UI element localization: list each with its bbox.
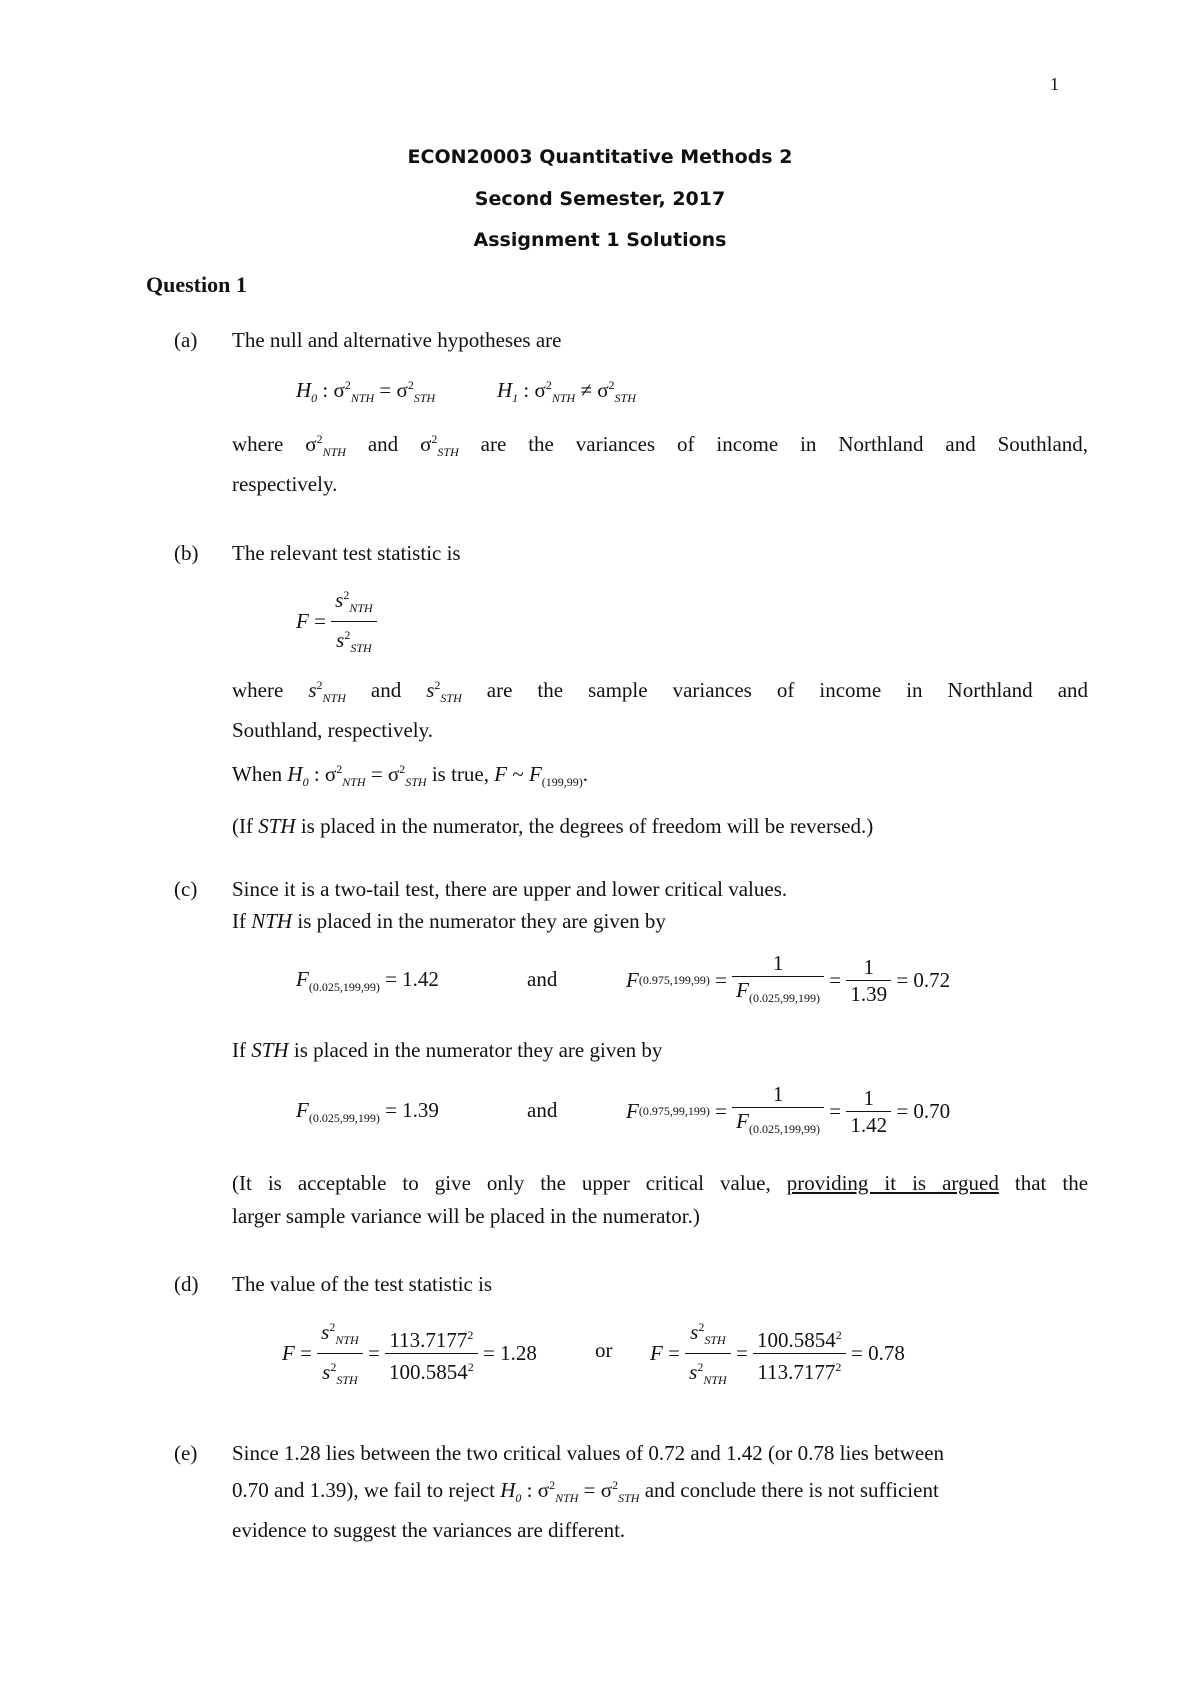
part-b-where-line: where $s^2_{NTH}$ and $s^2_{STH}$ are the sample variances of income in Northland and — [232, 678, 1089, 706]
part-a-label: (a) — [174, 328, 198, 352]
part-e-label: (e) — [174, 1441, 198, 1465]
part-b-note: (If STH is placed in the numerator, the degrees of freedom will be reversed.) — [232, 814, 874, 838]
nth-lower-critical: F (0.975,199,99) = $\frac{1}{F_{(0.025,99,199)}}$ = $\frac{1}{1.39}$ = 0.72 — [626, 951, 951, 1007]
f-statistic-formula: F = $\frac{s^2_{NTH}}{s^2_{STH}}$ — [296, 582, 377, 661]
part-d-or: or — [595, 1338, 613, 1362]
part-c-line2: If NTH is placed in the numerator they are given by — [232, 909, 666, 933]
part-a-where-line2: respectively. — [232, 472, 338, 496]
nth-and: and — [527, 967, 558, 991]
part-c-line3: If STH is placed in the numerator they are given by — [232, 1038, 663, 1062]
hypotheses-h0: $H_0$ : $\sigma^2_{NTH} = \sigma^2_{STH}$ — [296, 378, 436, 406]
sth-and: and — [527, 1098, 558, 1122]
part-c-label: (c) — [174, 877, 198, 901]
nth-upper-critical: $F_{(0.025,199,99)} = 1.42$ — [296, 967, 439, 995]
part-d-intro: The value of the test statistic is — [232, 1272, 493, 1296]
part-a-where-line: where $\sigma^2_{NTH}$ and $\sigma^2_{STH}$ are the variances of income in Northland and Southland, — [232, 432, 1089, 460]
part-b-intro: The relevant test statistic is — [232, 541, 461, 565]
part-e-line3: evidence to suggest the variances are different. — [232, 1518, 626, 1542]
part-e-line1: Since 1.28 lies between the two critical values of 0.72 and 1.42 (or 0.78 lies between — [232, 1441, 945, 1465]
question-heading: Question 1 — [146, 272, 247, 297]
part-b-label: (b) — [174, 541, 199, 565]
sth-lower-critical: F (0.975,99,199) = $\frac{1}{F_{(0.025,199,99)}}$ = $\frac{1}{1.42}$ = 0.70 — [626, 1082, 951, 1138]
part-c-note-line2: larger sample variance will be placed in the numerator.) — [232, 1204, 700, 1228]
hypotheses-h1: $H_1$ : $\sigma^2_{NTH} \ne \sigma^2_{STH}$ — [497, 378, 636, 406]
part-c-note-line1: (It is acceptable to give only the upper critical value, providing it is argued that the — [232, 1171, 1089, 1195]
test-statistic-nth: F = $\frac{s^2_{NTH}}{s^2_{STH}}$ = $\frac{113.7177^2}{100.5854^2}$ = 1.28 — [282, 1314, 537, 1393]
part-d-label: (d) — [174, 1272, 199, 1296]
course-title: ECON20003 Quantitative Methods 2 — [407, 146, 793, 168]
page-number: 1 — [1050, 74, 1059, 94]
assignment-title: Assignment 1 Solutions — [473, 229, 727, 251]
sth-upper-critical: $F_{(0.025,99,199)} = 1.39$ — [296, 1098, 439, 1126]
part-b-when-line: When $H_0$ : $\sigma^2_{NTH} = \sigma^2_{STH}$ is true, F ~ $F_{(199,99)}$. — [232, 762, 589, 790]
part-b-where-line2: Southland, respectively. — [232, 718, 434, 742]
part-e-line2: 0.70 and 1.39), we fail to reject $H_0$ : $\sigma^2_{NTH} = \sigma^2_{STH}$ and conclude there is not sufficient — [232, 1478, 939, 1506]
part-a-intro: The null and alternative hypotheses are — [232, 328, 562, 352]
part-c-line1: Since it is a two-tail test, there are upper and lower critical values. — [232, 877, 788, 901]
semester-title: Second Semester, 2017 — [474, 188, 726, 210]
test-statistic-sth: F = $\frac{s^2_{STH}}{s^2_{NTH}}$ = $\frac{100.5854^2}{113.7177^2}$ = 0.78 — [650, 1314, 905, 1393]
